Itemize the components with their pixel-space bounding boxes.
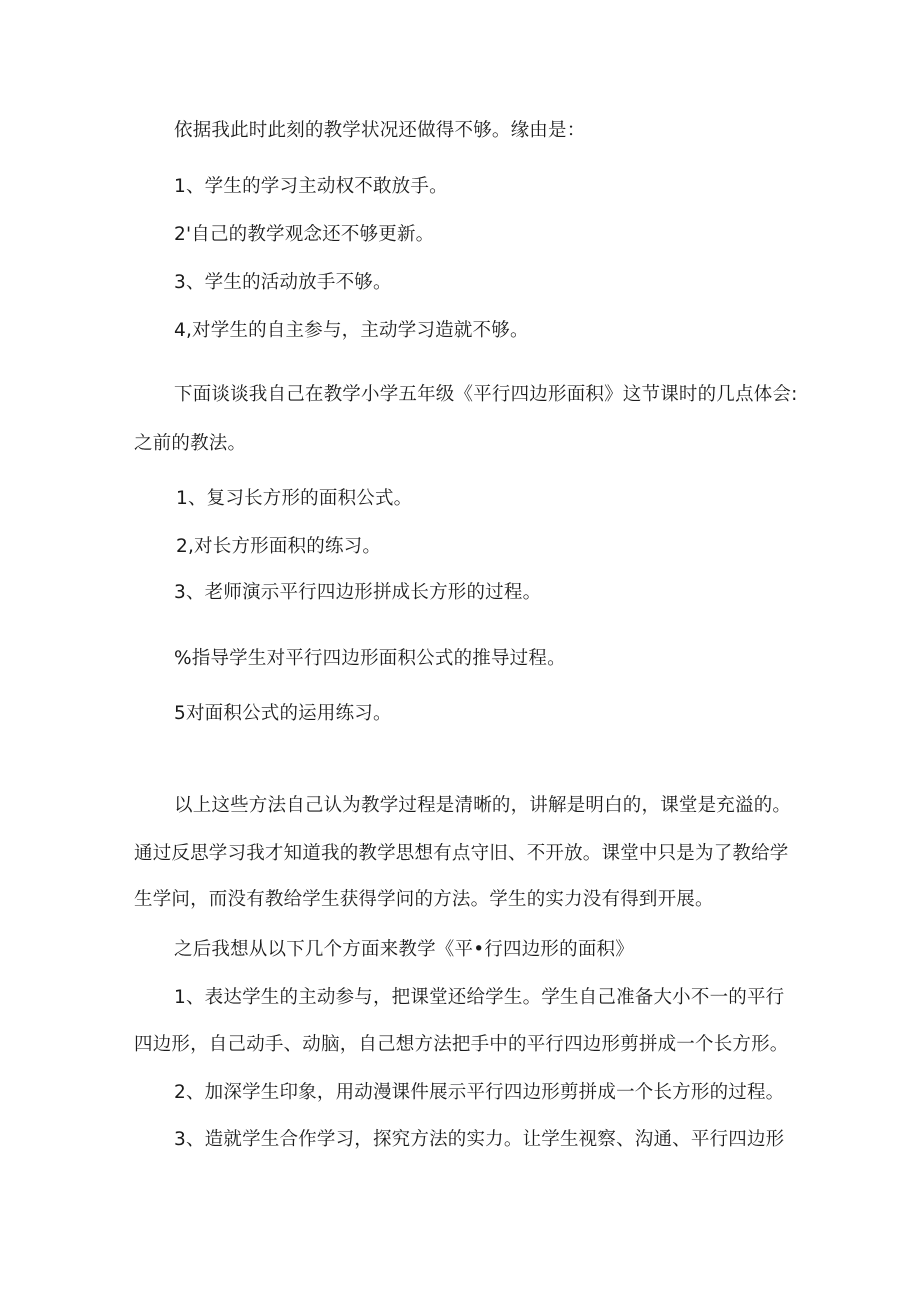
old-step-3: 3、老师演示平行四边形拼成长方形的过程。 bbox=[174, 582, 542, 603]
reason-item-3: 3、学生的活动放手不够。 bbox=[174, 272, 392, 293]
old-step-2: 2,对长方形面积的练习。 bbox=[176, 536, 382, 557]
paragraph-new-approach: 之后我想从以下几个方面来教学《平•行四边形的面积》 bbox=[174, 939, 634, 960]
paragraph-reflection-line-3: 生学问，而没有教给学生获得学问的方法。学生的实力没有得到开展。 bbox=[134, 889, 714, 910]
new-step-1-line-1: 1、表达学生的主动参与，把课堂还给学生。学生自己准备大小不一的平行 bbox=[174, 987, 785, 1008]
new-step-3-line-1: 3、造就学生合作学习，探究方法的实力。让学生视察、沟通、平行四边形 bbox=[174, 1129, 785, 1150]
old-step-5: 5对面积公式的运用练习。 bbox=[174, 703, 392, 724]
paragraph-lesson-line-1: 下面谈谈我自己在教学小学五年级《平行四边形面积》这节课时的几点体会: bbox=[174, 384, 798, 405]
reason-item-2: 2'自己的教学观念还不够更新。 bbox=[174, 224, 435, 245]
paragraph-lesson-line-2: 之前的教法。 bbox=[134, 433, 247, 454]
paragraph-intro: 依据我此时此刻的教学状况还做得不够。缘由是： bbox=[174, 120, 586, 141]
reason-item-1: 1、学生的学习主动权不敢放手。 bbox=[174, 176, 448, 197]
paragraph-reflection-line-1: 以上这些方法自己认为教学过程是清晰的，讲解是明白的，课堂是充溢的。 bbox=[174, 795, 792, 816]
reason-item-4: 4,对学生的自主参与，主动学习造就不够。 bbox=[174, 320, 529, 341]
old-step-1: 1、复习长方形的面积公式。 bbox=[176, 488, 413, 509]
old-step-4: %指导学生对平行四边形面积公式的推导过程。 bbox=[174, 648, 566, 669]
paragraph-reflection-line-2: 通过反思学习我才知道我的教学思想有点守旧、不开放。课堂中只是为了教给学 bbox=[134, 843, 789, 864]
new-step-1-line-2: 四边形，自己动手、动脑，自己想方法把手中的平行四边形剪拼成一个长方形。 bbox=[134, 1034, 789, 1055]
new-step-2: 2、加深学生印象，用动漫课件展示平行四边形剪拼成一个长方形的过程。 bbox=[174, 1082, 785, 1103]
